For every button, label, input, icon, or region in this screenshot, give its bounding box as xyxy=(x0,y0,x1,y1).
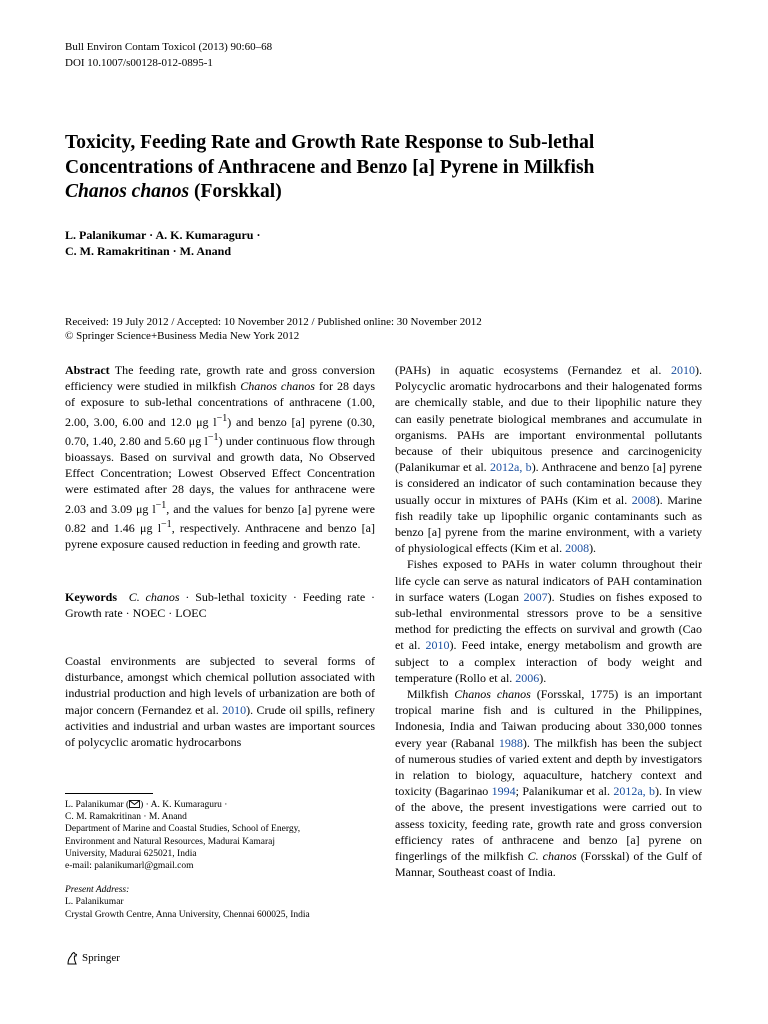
species-name: Chanos chanos xyxy=(454,687,531,702)
introduction-right-column xyxy=(395,362,702,881)
body-text: ). The milkfish has been the subject of numerous studies of varied extent and depth by investigators in relation to biology, aquaculture, hatchery context and toxicity (Bagarinao xyxy=(395,735,702,799)
authors-line-2: C. M. Ramakritinan · M. Anand xyxy=(65,244,232,258)
body-text: ). Crude oil spills, refinery activities and industrial and urban wastes are important sources of polycyclic aromatic hydrocarbons xyxy=(65,702,375,750)
keyword-list: · Sub-lethal toxicity · Feeding rate · Growth rate · NOEC · LOEC xyxy=(65,590,376,621)
body-text: ; Palanikumar et al. xyxy=(515,784,614,799)
paragraph xyxy=(395,362,702,556)
keywords-label: Keywords xyxy=(65,590,117,604)
body-text: (Forsskal, 1775) is an important tropical marine fish and is cultured in the Philippines, Indonesia, India and Taiwan producing about 330,000 tonnes every year (Rabanal xyxy=(395,687,702,750)
body-text: ). Feed intake, energy metabolism and growth are subject to a complex interaction of body weight and temperature (Rollo et al. xyxy=(395,638,702,685)
present-address-label: Present Address: xyxy=(65,885,130,896)
body-text: (PAHs) in aquatic ecosystems (Fernandez et al. xyxy=(395,363,671,377)
abstract-species: Chanos chanos xyxy=(240,379,315,394)
paragraph xyxy=(395,556,702,686)
affiliation-line: Environment and Natural Resources, Madurai Kamaraj xyxy=(65,836,275,847)
body-text: (Forsskal) of the Gulf of Mannar, Southeast coast of India. xyxy=(395,849,703,880)
abstract-text: The feeding rate, growth rate and gross conversion efficiency were studied in milkfish xyxy=(65,363,375,394)
title-authority: (Forskkal) xyxy=(189,181,282,202)
citation-link[interactable]: 1988 xyxy=(498,735,523,750)
title-line-3 xyxy=(65,180,715,205)
citation-link[interactable]: 2010 xyxy=(671,363,695,377)
citation-link[interactable]: 2008 xyxy=(631,492,656,507)
abstract-text: ) and benzo [a] pyrene (0.30, 0.70, 1.40, 2.80 and 5.60 μg l xyxy=(65,414,376,448)
abstract-text: ) under continuous flow through bioassays. Based on survival and growth data, No Observed Effect Concentration; Lowest Observed Effect Concentration were estimated after 28 days, the values for anthracene were 2.03 and 3.09 μg l xyxy=(65,433,376,516)
publisher-logo xyxy=(65,951,120,965)
body-text: ). xyxy=(589,541,597,556)
affiliation-footnote xyxy=(65,799,375,921)
introduction-start xyxy=(65,653,375,750)
abstract-label: Abstract xyxy=(65,363,110,377)
unit-exponent: −1 xyxy=(161,518,172,530)
citation-link[interactable]: 1994 xyxy=(491,784,516,799)
body-text: ). xyxy=(539,670,547,685)
body-text: ). In view of the above, the present investigations were carried out to assess toxicity, feeding rate, growth rate and gross conversion efficiency rates of anthracene and benzo [a] pyrene on fingerlings of the milkfish xyxy=(395,784,702,864)
citation-link[interactable]: 2012a, b xyxy=(490,460,532,475)
present-address-name: L. Palanikumar xyxy=(65,897,124,908)
author-names: C. M. Ramakritinan · M. Anand xyxy=(65,812,187,823)
keyword-species: C. chanos xyxy=(128,590,180,604)
footnote-rule xyxy=(65,793,153,794)
email[interactable]: e-mail: palanikumarl@gmail.com xyxy=(65,861,194,872)
title-line-2: Concentrations of Anthracene and Benzo [a] Pyrene in Milkfish xyxy=(65,156,595,178)
keywords xyxy=(65,589,375,621)
journal-citation: Bull Environ Contam Toxicol (2013) 90:60–68 xyxy=(65,41,273,53)
unit-exponent: −1 xyxy=(216,412,228,424)
affiliation-line: Department of Marine and Coastal Studies, School of Energy, xyxy=(65,824,301,835)
body-text: ). Anthracene and benzo [a] pyrene is considered an indicator of such contamination because they usually occur in mixtures of PAHs (Kim et al. xyxy=(395,460,702,507)
present-address: Crystal Growth Centre, Anna University, Chennai 600025, India xyxy=(65,909,310,920)
paragraph xyxy=(395,686,702,880)
unit-exponent: −1 xyxy=(207,431,219,443)
article-title xyxy=(65,131,715,205)
body-text: Coastal environments are subjected to several forms of disturbance, amongst which chemical pollution associated with industrial production and high levels of urbanization are both of major concern (Fernandez et al. xyxy=(65,654,375,717)
citation-link[interactable]: 2010 xyxy=(222,702,247,717)
body-text: Fishes exposed to PAHs in water column throughout their life cycle can serve as natural indicators of PAH contamination in surface waters (Logan xyxy=(395,557,702,604)
citation-link[interactable]: 2007 xyxy=(523,589,548,604)
springer-horse-icon xyxy=(65,951,79,965)
citation-link[interactable]: 2010 xyxy=(425,638,450,653)
author-name: L. Palanikumar ( xyxy=(65,800,130,810)
species-name: C. chanos xyxy=(527,849,577,864)
citation-link[interactable]: 2006 xyxy=(515,670,540,685)
abstract-text: for 28 days of exposure to sub-lethal concentrations of anthracene (1.00, 2.00, 3.00, 6.00 and 12.0 μg l xyxy=(65,379,375,429)
body-text: ). Polycyclic aromatic hydrocarbons and their halogenated forms are chemically stable, and due to their lipophilic nature they can easily penetrate biological membranes and accumulate in organisms. PAHs are important environmental pollutants because of their ubiquitous presence and carcinogenicity (Palanikumar et al. xyxy=(395,363,702,475)
abstract-text: , and the values for benzo [a] pyrene were 0.82 and 1.46 μg l xyxy=(65,501,375,535)
author-list xyxy=(65,227,260,259)
title-species: Chanos chanos xyxy=(65,181,190,202)
copyright: © Springer Science+Business Media New York 2012 xyxy=(65,329,300,342)
body-text: ). Studies on fishes exposed to sub-lethal environmental stressors prove to be a sensitive method for predicting the effects on survival and growth (Cao et al. xyxy=(395,589,702,653)
publisher-name: Springer xyxy=(82,952,120,964)
unit-exponent: −1 xyxy=(155,499,167,511)
journal-header xyxy=(65,40,272,71)
envelope-icon xyxy=(129,800,140,808)
article-history xyxy=(65,316,482,343)
body-text: ). Marine fish readily take up lipophilic organic contaminants such as benzo [a] pyrene from the marine environment, with a variety of physiological effects (Kim et al. xyxy=(395,492,702,556)
affiliation-line: University, Madurai 625021, India xyxy=(65,848,197,859)
title-line-1: Toxicity, Feeding Rate and Growth Rate Response to Sub-lethal xyxy=(65,132,595,153)
abstract-text: , respectively. Anthracene and benzo [a] pyrene exposure caused reduction in feeding and growth rate. xyxy=(65,520,375,552)
abstract xyxy=(65,362,375,552)
authors-line-1: L. Palanikumar · A. K. Kumaraguru · xyxy=(65,228,261,242)
author-names: ) · A. K. Kumaraguru · xyxy=(140,800,228,810)
publication-dates: Received: 19 July 2012 / Accepted: 10 November 2012 / Published online: 30 November 2012 xyxy=(65,316,482,328)
body-text: Milkfish xyxy=(407,687,455,702)
doi: DOI 10.1007/s00128-012-0895-1 xyxy=(65,56,213,69)
citation-link[interactable]: 2008 xyxy=(565,541,590,556)
citation-link[interactable]: 2012a, b xyxy=(613,784,655,799)
